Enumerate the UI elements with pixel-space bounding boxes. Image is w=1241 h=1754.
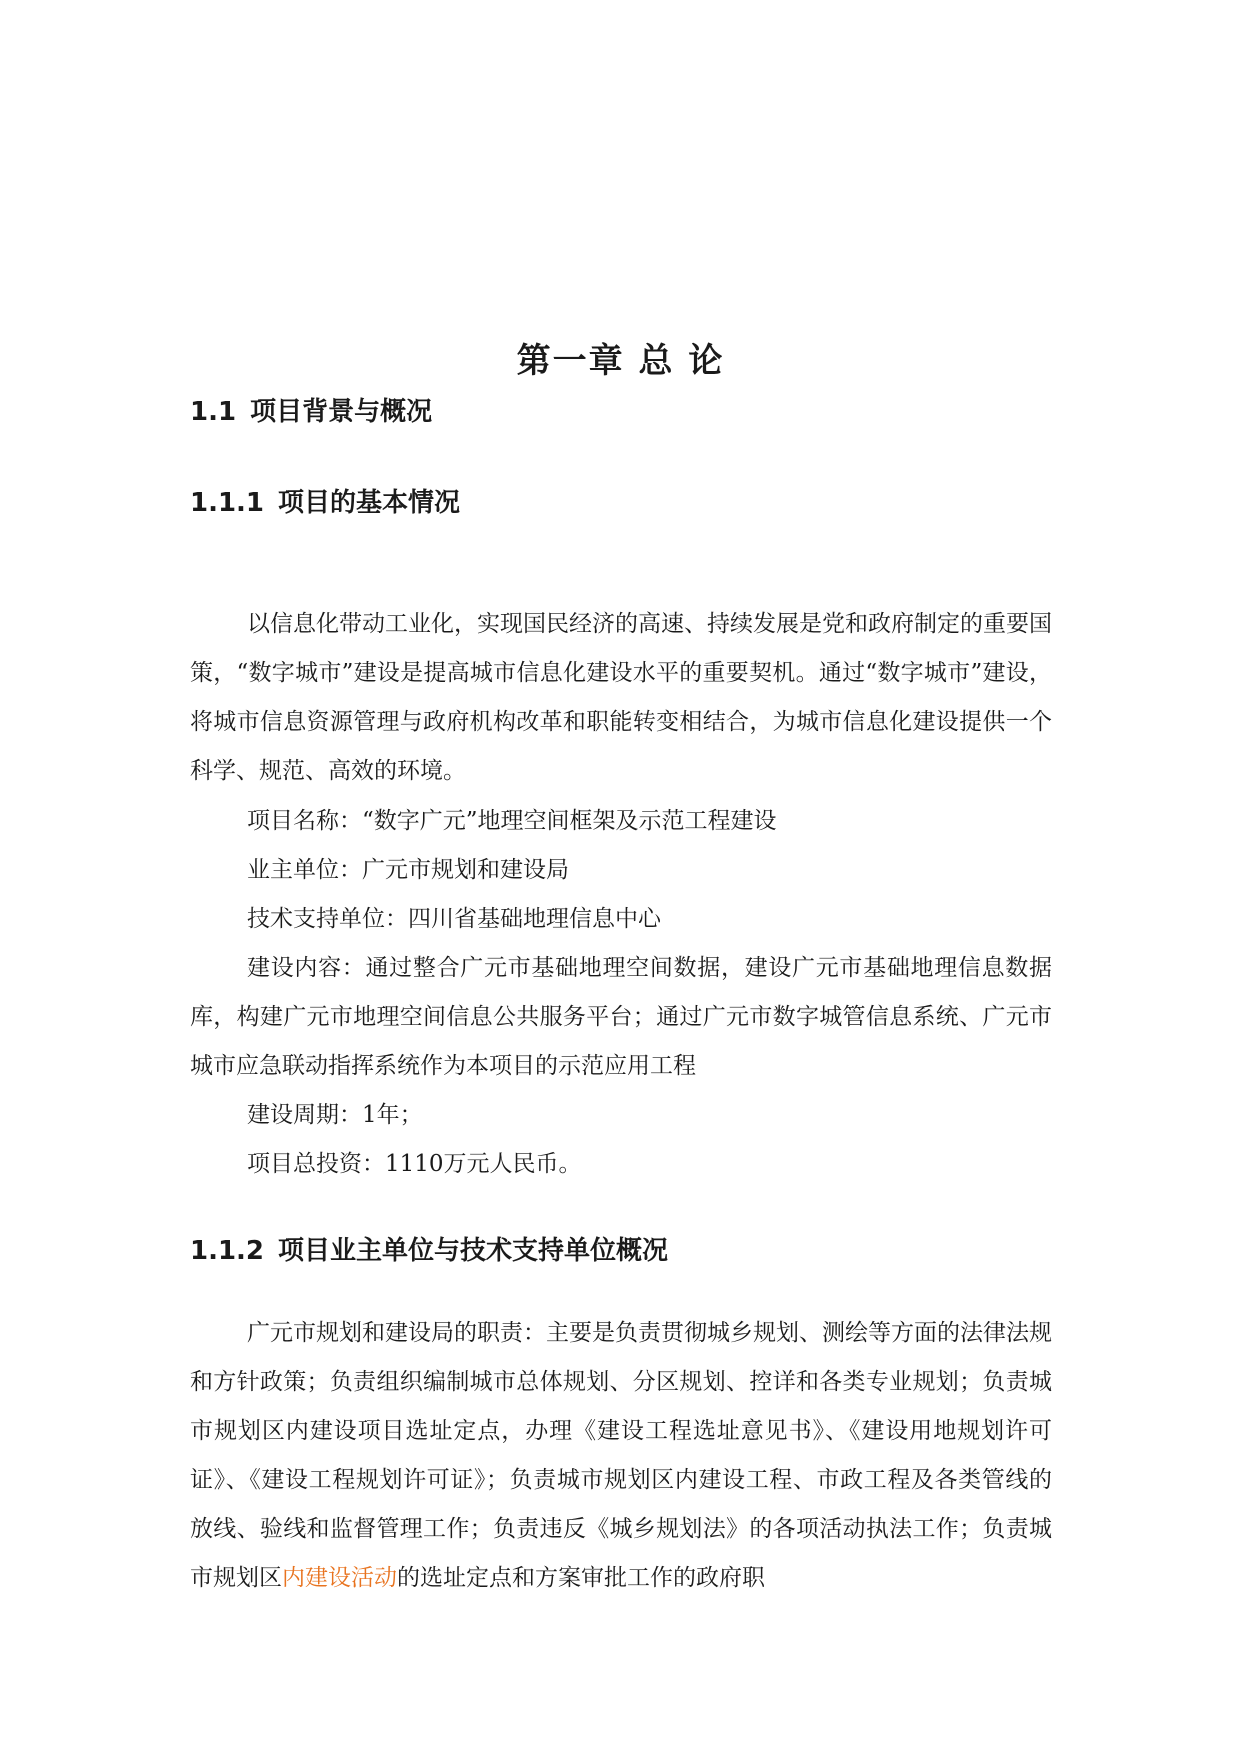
section-title: 项目背景与概况 (250, 397, 433, 427)
section-title: 项目业主单位与技术支持单位概况 (278, 1236, 669, 1266)
section-number: 1.1.2 (190, 1236, 265, 1266)
section-heading-1-1 (190, 394, 432, 430)
section-heading-1-1-1 (190, 485, 460, 521)
section-number: 1.1.1 (190, 488, 265, 518)
section-heading-1-1-2 (190, 1233, 668, 1269)
tech-support-line: 技术支持单位：四川省基础地理信息中心 (247, 906, 661, 932)
project-name-line: 项目名称：“数字广元”地理空间框架及示范工程建设 (247, 808, 777, 834)
duties-text: 广元市规划和建设局的职责：主要是负责贯彻城乡规划、测绘等方面的法律法规和方针政策；负责组织编制城市总体规划、分区规划、控详和各类专业规划；负责城市规划区内建设项目选址定点，办理《建设工程选址意见书》、《建设用地规划许可证》、《建设工程规划许可证》；负责城市规划区内建设工程、市政工程及各类管线的放线、验线和监督管理工作；负责违反《城乡规划法》的各项活动执法工作；负责城市规划区 (190, 1320, 1052, 1591)
section-number: 1.1 (190, 397, 237, 427)
chapter-title: 第一章 总 论 (516, 341, 725, 381)
owner-line: 业主单位：广元市规划和建设局 (247, 857, 569, 883)
period-line: 建设周期：1年； (247, 1102, 423, 1128)
intro-paragraph: 以信息化带动工业化，实现国民经济的高速、持续发展是党和政府制定的重要国策，“数字城市”建设是提高城市信息化建设水平的重要契机。通过“数字城市”建设，将城市信息资源管理与政府机构改革和职能转变相结合，为城市信息化建设提供一个科学、规范、高效的环境。 (190, 611, 1052, 784)
section-title: 项目的基本情况 (278, 488, 461, 518)
investment-line: 项目总投资：1110万元人民币。 (247, 1151, 582, 1177)
duties-text-continued: 的选址定点和方案审批工作的政府职 (397, 1565, 765, 1591)
highlighted-text: 内建设活动 (282, 1565, 397, 1591)
duties-paragraph (190, 1309, 1052, 1603)
content-paragraph: 建设内容：通过整合广元市基础地理空间数据，建设广元市基础地理信息数据库，构建广元市地理空间信息公共服务平台；通过广元市数字城管信息系统、广元市城市应急联动指挥系统作为本项目的示范应用工程 (190, 955, 1052, 1079)
